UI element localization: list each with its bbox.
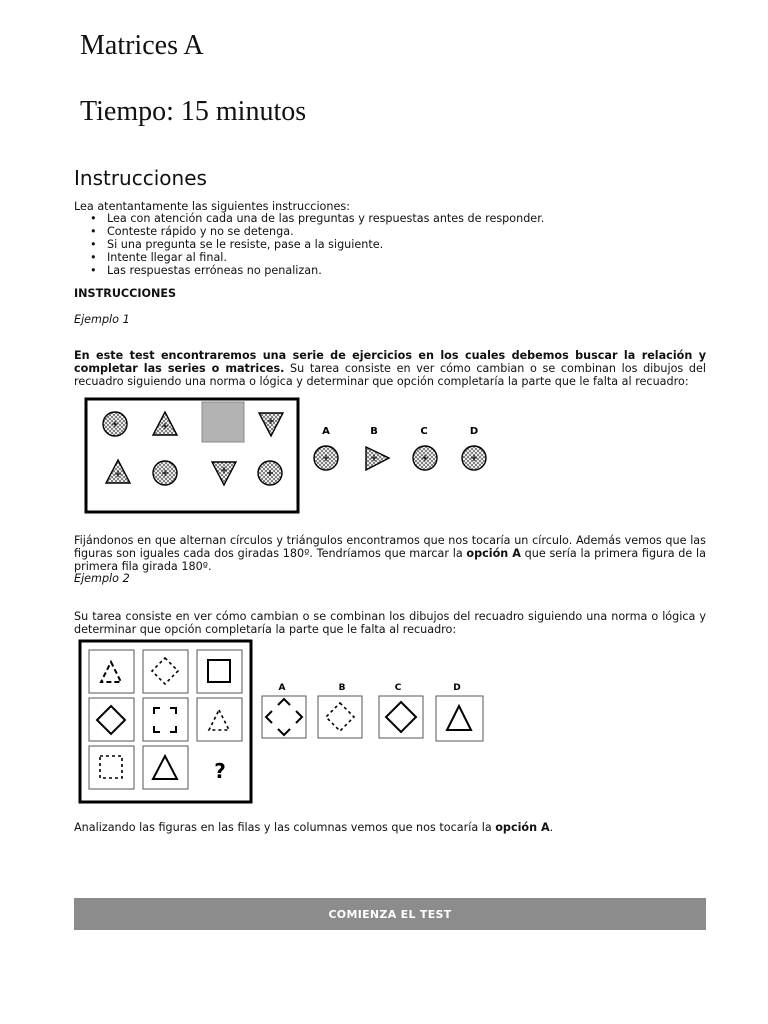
list-item: • Intente llegar al final. bbox=[90, 251, 544, 264]
example1-description bbox=[74, 349, 706, 388]
example2-conclusion-part1: Analizando las figuras en las filas y las columnas vemos que nos tocaría la bbox=[74, 821, 496, 834]
instructions-heading: Instrucciones bbox=[74, 166, 207, 190]
list-item: • Conteste rápido y no se detenga. bbox=[90, 225, 544, 238]
circle-shape bbox=[258, 461, 282, 485]
example1-explanation bbox=[74, 534, 706, 573]
list-item: • Si una pregunta se le resiste, pase a la siguiente. bbox=[90, 238, 544, 251]
option-label: C bbox=[420, 426, 428, 437]
page-title: Matrices A bbox=[80, 30, 204, 61]
option-label: B bbox=[338, 683, 346, 693]
option-a-box bbox=[262, 696, 306, 738]
time-limit: Tiempo: 15 minutos bbox=[80, 96, 307, 127]
instructions-list bbox=[90, 212, 544, 277]
example1-description-rest: Su tarea consiste en ver cómo cambian o se combinan los dibujos del recuadro siguiendo una norma o lógica y determinar que opción completaría la parte que le falta al recuadro: bbox=[74, 362, 706, 388]
option-label: B bbox=[370, 426, 378, 437]
example1-description-bold: En este test encontraremos una serie de ejercicios en los cuales debemos buscar la relación y completar las series o matrices. bbox=[74, 349, 706, 375]
option-label: A bbox=[278, 683, 286, 693]
list-item: • Lea con atención cada una de las preguntas y respuestas antes de responder. bbox=[90, 212, 544, 225]
option-a-shape bbox=[314, 446, 338, 470]
option-d-shape bbox=[462, 446, 486, 470]
example2-figure bbox=[74, 638, 494, 806]
example1-label: Ejemplo 1 bbox=[74, 313, 130, 326]
instructions-intro: Lea atentantamente las siguientes instrucciones: bbox=[74, 200, 350, 213]
option-d-shape bbox=[447, 706, 471, 730]
instructions-caps-heading: INSTRUCCIONES bbox=[74, 287, 177, 300]
option-a-shape bbox=[266, 699, 302, 735]
example1-explanation-part2: que sería la primera figura de la primera fila girada 180º. bbox=[74, 547, 706, 573]
circle-shape bbox=[103, 412, 127, 436]
missing-cell bbox=[202, 402, 244, 442]
option-label: D bbox=[469, 426, 479, 437]
option-label: C bbox=[394, 683, 402, 693]
example2-description: Su tarea consiste en ver cómo cambian o se combinan los dibujos del recuadro siguiendo una norma o lógica y determinar que opción completaría la parte que le falta al recuadro: bbox=[74, 610, 706, 636]
option-b-shape bbox=[366, 447, 389, 470]
start-test-button[interactable]: COMIENZA EL TEST bbox=[74, 898, 706, 930]
option-b-shape bbox=[326, 703, 354, 731]
example1-figure bbox=[74, 395, 504, 515]
option-label: A bbox=[322, 426, 330, 437]
example2-conclusion-part2: . bbox=[549, 821, 554, 834]
option-c-shape bbox=[386, 702, 416, 732]
list-item: • Las respuestas erróneas no penalizan. bbox=[90, 264, 544, 277]
example2-label: Ejemplo 2 bbox=[74, 572, 130, 585]
option-c-shape bbox=[413, 446, 437, 470]
example1-explanation-bold: opción A bbox=[466, 547, 521, 560]
example2-conclusion bbox=[74, 821, 553, 834]
option-d-box bbox=[436, 696, 483, 741]
example2-conclusion-bold: opción A bbox=[495, 821, 550, 834]
missing-mark: ? bbox=[214, 759, 226, 783]
circle-shape bbox=[153, 461, 177, 485]
example1-explanation-part1: Fijándonos en que alternan círculos y triángulos encontramos que nos tocaría un círculo. Además vemos que las figuras son iguales cada dos giradas 180º. Tendríamos que marcar la bbox=[74, 534, 706, 560]
option-label: D bbox=[453, 683, 461, 693]
